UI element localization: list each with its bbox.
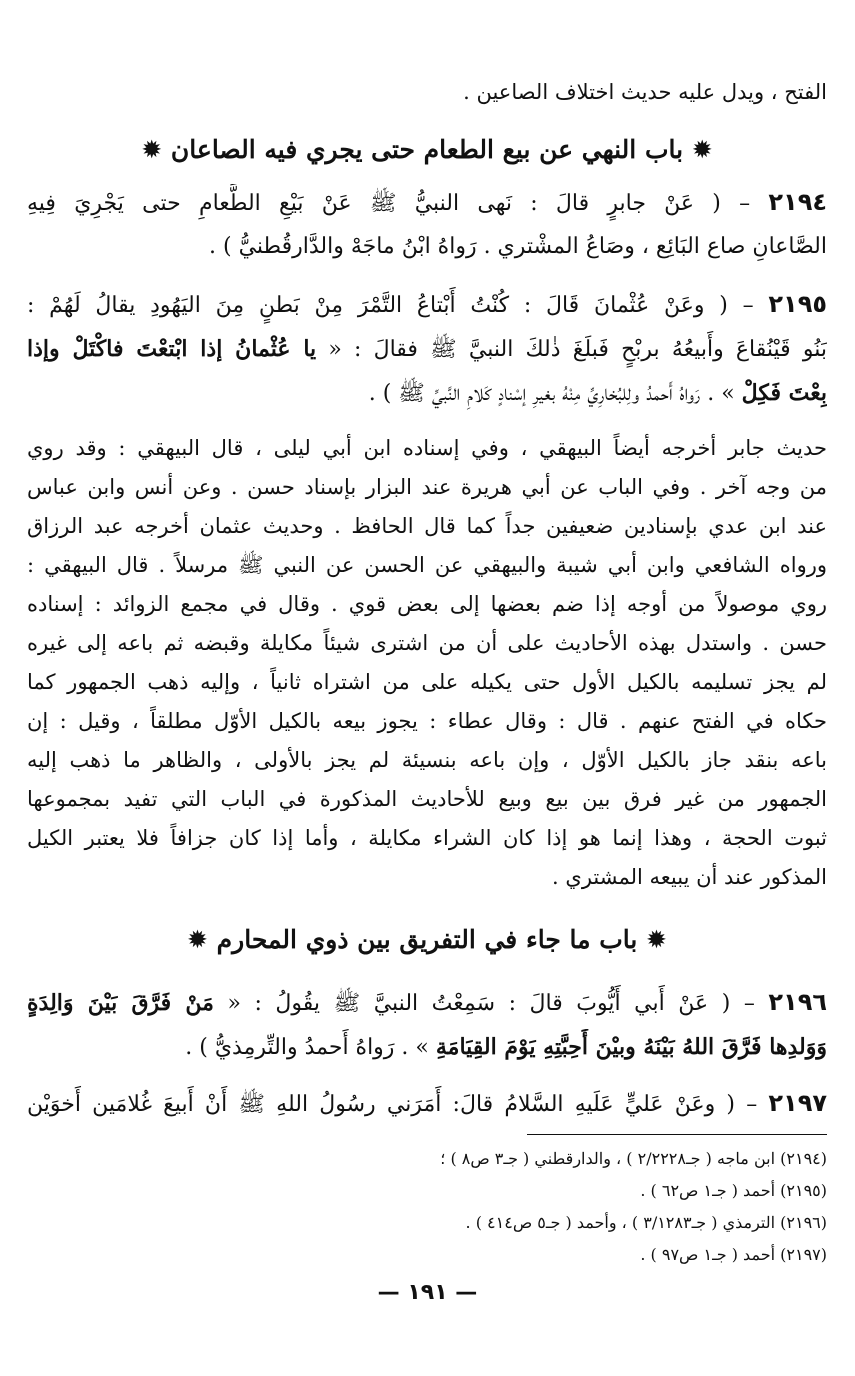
chapter-heading-2 — [27, 922, 827, 960]
hadith-2197-line-1 — [27, 1085, 827, 1123]
hadith-number: ٢١٩٤ — [768, 188, 827, 216]
star-ornament-icon: ✹ — [141, 135, 163, 164]
hadith-number: ٢١٩٥ — [768, 290, 827, 318]
commentary-line: ورواه الشافعي وابن أبي شيبة والبيهقي عن الحسن عن النبي ﷺ مرسلاً . قال البيهقي : — [27, 553, 827, 577]
chapter-heading-2-text: باب ما جاء في التفريق بين ذوي المحارم — [216, 925, 638, 954]
footnote-separator — [527, 1134, 827, 1135]
hadith-text: – ( عَنْ جابرٍ قالَ : نَهى النبيُّ ﷺ عَنْ بَيْعِ الطَّعامِ حتى يَجْرِيَ فِيهِ — [27, 191, 751, 216]
hadith-2196-line-1 — [27, 984, 827, 1022]
commentary-line: عند ابن عدي بإسنادين ضعيفين جداً كما قال الحافظ . وحديث عثمان أخرجه عبد الرزاق — [27, 514, 827, 538]
commentary-line: ثبوت الحجة ، وهذا إنما هو إذا كان الشراء مكايلة ، وأما إذا كان جزافاً فلا يعتبر الكيل — [27, 826, 827, 850]
commentary-line: من وجه آخر . وفي الباب عن أبي هريرة عند البزار بإسناد حسن . وعن أنس وابن عباس — [27, 475, 827, 499]
hadith-text: – ( وعَنْ عُثْمانَ قَالَ : كُنْتُ أَبْتاعُ التَّمْرَ مِنْ بَطنٍ مِنَ اليَهُودِ يقالُ لَهُمْ : — [27, 293, 754, 318]
commentary-line: روي موصولاً من أوجه إذا ضم بعضها إلى بعض قوي . وقال في مجمع الزوائد : إسناده — [27, 592, 827, 616]
continuation-line: الفتح ، ويدل عليه حديث اختلاف الصاعين . — [463, 80, 827, 104]
commentary-line: حسن . واستدل بهذه الأحاديث على أن من اشترى شيئاً مكايلة وقبضه ثم باعه إلى غيره — [27, 631, 827, 655]
hadith-quote: يا عُثْمانُ إذا ابْتعْتَ فاكْتَلْ وإذا — [27, 336, 317, 362]
page-number: — ١٩١ — — [377, 1280, 478, 1305]
hadith-number: ٢١٩٧ — [768, 1089, 827, 1117]
hadith-text: – ( عَنْ أَبي أَيُّوبَ قالَ : سَمِعْتُ النبيَّ ﷺ يقُولُ : « — [213, 991, 755, 1016]
commentary-line: حكاه في الفتح عنهم . قال : وقال عطاء : يجوز بيعه بالكيل الأوّل مطلقاً ، وقيل : إن — [27, 709, 827, 733]
hadith-quote: مَنْ فَرَّقَ بَيْنَ وَالِدَةٍ — [27, 990, 214, 1016]
hadith-text: » . رَواهُ أَحمدُ والتِّرمِذيُّ ) . — [185, 1035, 436, 1060]
star-ornament-icon: ✹ — [646, 925, 667, 954]
chapter-heading-1-text: باب النهي عن بيع الطعام حتى يجري فيه الصاعان — [170, 135, 684, 164]
hadith-quote: وَوَلدِها فَرَّقَ اللهُ بَيْنَهُ وبيْنَ أَحِبَّتِهِ يَوْمَ القِيَامَةِ — [435, 1034, 827, 1060]
footnote-2194: (٢١٩٤) ابن ماجه ( جـ٢/٢٢٢٨ ) ، والدارقطني ( جـ٣ ص٨ ) ؛ — [440, 1149, 827, 1168]
commentary-line: المذكور عند أن يبيعه المشتري . — [552, 865, 827, 889]
hadith-number: ٢١٩٦ — [768, 988, 827, 1016]
hadith-2196-line-2 — [27, 1029, 827, 1067]
commentary-line: حديث جابر أخرجه أيضاً البيهقي ، وفي إسناده ابن أبي ليلى ، قال البيهقي : وقد روي — [27, 436, 827, 460]
commentary-line: الجمهور من غير فرق بين بيع وبيع للأحاديث المذكورة في الباب التي تفيد بمجموعها — [27, 787, 827, 811]
hadith-2194-line-1 — [27, 184, 827, 222]
star-ornament-icon: ✹ — [187, 925, 208, 954]
chapter-heading-1 — [27, 132, 827, 170]
footnote-2197: (٢١٩٧) أحمد ( جـ١ ص٩٧ ) . — [640, 1245, 827, 1264]
hadith-text: بَنُو قَيْنُقاعَ وأَبيعُهُ بربْحٍ فَبلَغَ ذٰلكَ النبيَّ ﷺ فقالَ : « — [316, 337, 827, 362]
hadith-text: » . رَواهُ أَحمدُ ولِلبُخارِيِّ مِنْهُ بغيرِ إسْنادٍ كَلامِ النَّبيِّ ﷺ ) . — [368, 381, 742, 406]
hadith-text: – ( وعَنْ عَليٍّ عَلَيهِ السَّلامُ قالَ: أَمَرَني رسُولُ اللهِ ﷺ أَنْ أَبيعَ غُلامَين أَخوَيْن — [27, 1092, 758, 1117]
star-ornament-icon: ✹ — [691, 135, 713, 164]
commentary-line: لم يجز تسليمه بالكيل الأول حتى يكيله على من اشتراه ثانياً ، وإليه ذهب الجمهور كما — [27, 670, 827, 694]
footnote-2196: (٢١٩٦) الترمذي ( جـ٣/١٢٨٣ ) ، وأحمد ( جـ٥ ص٤١٤ ) . — [465, 1213, 827, 1232]
hadith-2195-line-2 — [27, 331, 827, 369]
hadith-2194-line-2: الصَّاعانِ صاع البَائِع ، وصَاعُ المشْتري . رَواهُ ابْنُ ماجَهْ والدَّارقُطنيُّ ) . — [209, 234, 827, 259]
hadith-quote: بِعْتَ فَكِلْ — [741, 380, 827, 406]
hadith-2195-line-1 — [27, 286, 827, 324]
commentary-line: باعه بنقد جاز بالكيل الأوّل ، وإن باعه بنسيئة لم يجز بالأولى ، والظاهر ما ذهب إليه — [27, 748, 827, 772]
hadith-2195-line-3 — [27, 375, 827, 413]
footnote-2195: (٢١٩٥) أحمد ( جـ١ ص٦٢ ) . — [640, 1181, 827, 1200]
